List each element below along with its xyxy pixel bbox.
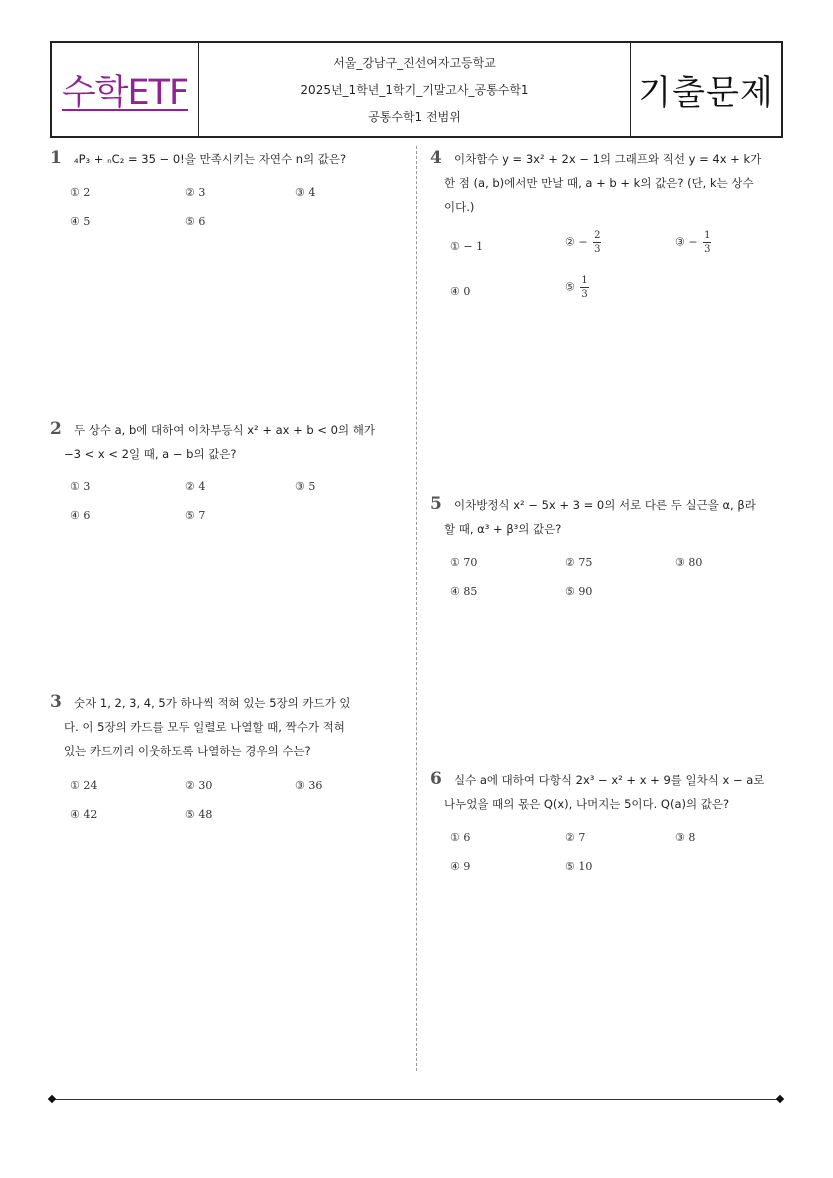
- problem-line: −3 < x < 2일 때, a − b의 값은?: [64, 447, 237, 461]
- exam-scope: 공통수학1 전범위: [368, 110, 461, 124]
- footer-diamond-left: [48, 1095, 56, 1103]
- school-name: 서울_강남구_진선여자고등학교: [333, 56, 496, 70]
- problem-text: [74, 418, 400, 442]
- choice-4[interactable]: ④ 6: [70, 509, 91, 522]
- choice-1[interactable]: ① 6: [450, 831, 471, 844]
- problem-3: [50, 691, 400, 834]
- footer-diamond-right: [776, 1095, 784, 1103]
- choice-3[interactable]: ③ 36: [295, 779, 323, 792]
- choice-5[interactable]: [565, 274, 589, 301]
- choices: [70, 181, 400, 241]
- choices: [70, 774, 400, 834]
- choice-4[interactable]: ④ 9: [450, 860, 471, 873]
- exam-header: [50, 41, 783, 138]
- choice-2[interactable]: [565, 229, 601, 256]
- choice-1[interactable]: ① 24: [70, 779, 98, 792]
- page-title: 기출문제: [638, 73, 774, 113]
- choices: [70, 475, 400, 535]
- fraction: [703, 229, 711, 256]
- problem-line: 할 때, α³ + β³의 값은?: [444, 522, 562, 536]
- choice-3[interactable]: ③ 8: [675, 831, 696, 844]
- logo: 수학ETF: [61, 72, 189, 113]
- problem-line: 이다.): [444, 200, 475, 214]
- choice-5[interactable]: ⑤ 7: [185, 509, 206, 522]
- problem-line: 나누었을 때의 몫은 Q(x), 나머지는 5이다. Q(a)의 값은?: [444, 797, 730, 811]
- problem-line: 다. 이 5장의 카드를 모두 일렬로 나열할 때, 짝수가 적혀: [64, 720, 345, 734]
- fraction: [580, 274, 588, 301]
- choice-3[interactable]: ③ 5: [295, 480, 316, 493]
- numerator: 1: [704, 230, 711, 241]
- fraction: [593, 229, 601, 256]
- numerator: 2: [594, 230, 601, 241]
- choice-4[interactable]: ④ 0: [450, 285, 471, 298]
- denominator: 3: [581, 289, 588, 300]
- choice-1[interactable]: ① 3: [70, 480, 91, 493]
- choice-3[interactable]: ③ 80: [675, 556, 703, 569]
- choice-3[interactable]: ③ 4: [295, 186, 316, 199]
- choices: [450, 551, 780, 611]
- problem-text: [74, 691, 400, 715]
- choice-2[interactable]: ② 4: [185, 480, 206, 493]
- choice-2[interactable]: ② 30: [185, 779, 213, 792]
- logo-cell: [52, 43, 199, 136]
- choice-4[interactable]: ④ 5: [70, 215, 91, 228]
- problem-2: [50, 418, 400, 535]
- problem-text: [454, 493, 780, 517]
- problem-number: 6: [430, 769, 442, 789]
- numerator: 1: [581, 275, 588, 286]
- problem-number: 5: [430, 494, 442, 514]
- choice-5[interactable]: ⑤ 48: [185, 808, 213, 821]
- choice-label: ② −: [565, 235, 588, 249]
- exam-name: 2025년_1학년_1학기_기말고사_공통수학1: [300, 83, 529, 97]
- denominator: 3: [704, 244, 711, 255]
- problem-5: [430, 493, 780, 611]
- exam-info: [199, 43, 631, 136]
- problem-line: 있는 카드끼리 이웃하도록 나열하는 경우의 수는?: [64, 744, 311, 758]
- problem-line: 숫자 1, 2, 3, 4, 5가 하나씩 적혀 있는 5장의 카드가 있: [74, 696, 351, 710]
- problem-number: 2: [50, 419, 62, 439]
- choice-1[interactable]: ① 70: [450, 556, 478, 569]
- footer-rule: [52, 1099, 780, 1100]
- choice-5[interactable]: ⑤ 90: [565, 585, 593, 598]
- choice-3[interactable]: [675, 229, 711, 256]
- problem-line: 이차방정식 x² − 5x + 3 = 0의 서로 다른 두 실근을 α, β라: [454, 498, 756, 512]
- choice-label: ③ −: [675, 235, 698, 249]
- problem-line: ₄P₃ + ₙC₂ = 35 − 0!을 만족시키는 자연수 n의 값은?: [74, 152, 347, 166]
- problem-1: [50, 147, 400, 241]
- problem-line: 실수 a에 대하여 다항식 2x³ − x² + x + 9를 일차식 x − a로: [454, 773, 765, 787]
- choices: [450, 826, 780, 886]
- problem-number: 1: [50, 148, 62, 168]
- problem-text: [454, 768, 780, 792]
- choice-2[interactable]: ② 7: [565, 831, 586, 844]
- choice-5[interactable]: ⑤ 10: [565, 860, 593, 873]
- choice-4[interactable]: ④ 42: [70, 808, 98, 821]
- column-divider: [416, 146, 417, 1071]
- choice-5[interactable]: ⑤ 6: [185, 215, 206, 228]
- choice-1[interactable]: ① − 1: [450, 240, 484, 253]
- problem-line: 한 점 (a, b)에서만 만날 때, a + b + k의 값은? (단, k는 상수: [444, 176, 754, 190]
- choice-2[interactable]: ② 3: [185, 186, 206, 199]
- denominator: 3: [594, 244, 601, 255]
- problem-line: 두 상수 a, b에 대하여 이차부등식 x² + ax + b < 0의 해가: [74, 423, 375, 437]
- problem-number: 3: [50, 692, 62, 712]
- problem-text: [74, 147, 400, 171]
- choices: [450, 230, 780, 335]
- problem-4: [430, 147, 780, 335]
- problem-number: 4: [430, 148, 442, 168]
- choice-1[interactable]: ① 2: [70, 186, 91, 199]
- problem-text: [454, 147, 780, 171]
- problem-line: 이차함수 y = 3x² + 2x − 1의 그래프와 직선 y = 4x + k가: [454, 152, 762, 166]
- choice-2[interactable]: ② 75: [565, 556, 593, 569]
- title-cell: [631, 43, 781, 136]
- choice-label: ⑤: [565, 280, 575, 294]
- problem-6: [430, 768, 780, 886]
- choice-4[interactable]: ④ 85: [450, 585, 478, 598]
